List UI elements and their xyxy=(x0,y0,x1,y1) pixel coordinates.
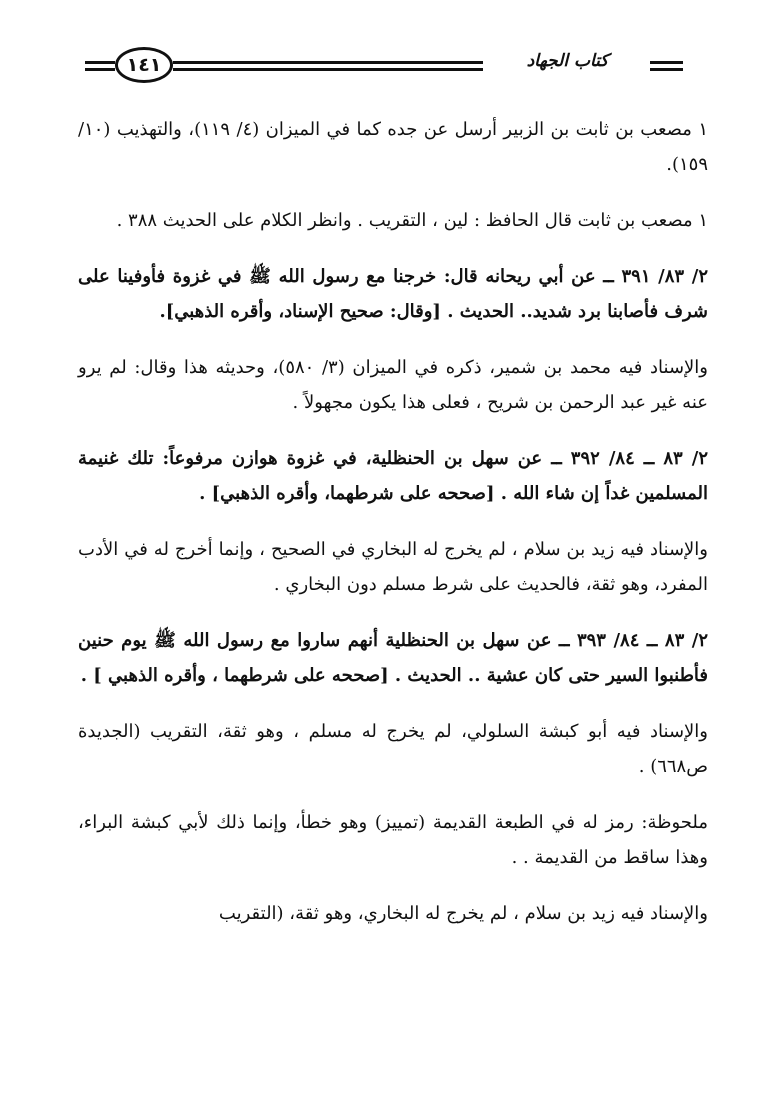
hadith-entry: ٢/ ٨٣ ــ ٨٤/ ٣٩٣ ــ عن سهل بن الحنظلية أنهم ساروا مع رسول الله ﷺ يوم حنين فأطنبوا السير حتى كان عشية .. الحديث . [صححه على شرطهما ، وأقره الذهبي ] . xyxy=(78,630,708,686)
commentary-paragraph: والإسناد فيه محمد بن شمير، ذكره في الميزان (٣/ ٥٨٠)، وحديثه هذا وقال: لم يرو عنه غير عبد الرحمن بن شريح ، فعلى هذا يكون مجهولاً . xyxy=(78,357,708,413)
footnote-paragraph: ١ مصعب بن ثابت بن الزبير أرسل عن جده كما في الميزان (٤/ ١١٩)، والتهذيب (١٠/ ١٥٩). xyxy=(78,119,708,175)
commentary-paragraph: والإسناد فيه زيد بن سلام ، لم يخرج له البخاري في الصحيح ، وإنما أخرج له في الأدب المفرد، وهو ثقة، فالحديث على شرط مسلم دون البخاري . xyxy=(78,539,708,595)
hadith-entry: ٢/ ٨٣ ــ ٨٤/ ٣٩٢ ــ عن سهل بن الحنظلية، في غزوة هوازن مرفوعاً: تلك غنيمة المسلمين غداً إن شاء الله . [صححه على شرطهما، وأقره الذهبي] . xyxy=(78,448,708,504)
footnote-paragraph: ١ مصعب بن ثابت قال الحافظ : لين ، التقريب . وانظر الكلام على الحديث ٣٨٨ . xyxy=(116,210,708,231)
hadith-entry: ٢/ ٨٣/ ٣٩١ ــ عن أبي ريحانه قال: خرجنا مع رسول الله ﷺ في غزوة فأوفينا على شرف فأصابنا برد شديد.. الحديث . [وقال: صحيح الإسناد، وأقره الذهبي]. xyxy=(78,266,709,322)
header-rule-middle xyxy=(173,61,483,71)
page-header xyxy=(85,45,685,87)
note-paragraph: ملحوظة: رمز له في الطبعة القديمة (تمييز) وهو خطأ، وإنما ذلك لأبي كبشة البراء، وهذا ساقط من القديمة . . xyxy=(78,812,708,868)
page-body xyxy=(78,112,708,952)
header-rule-left xyxy=(85,61,115,71)
book-title: كتاب الجهاد xyxy=(526,51,609,71)
commentary-paragraph: والإسناد فيه أبو كبشة السلولي، لم يخرج له مسلم ، وهو ثقة، التقريب (الجديدة ص٦٦٨) . xyxy=(78,721,708,777)
page-number: ١٤١ xyxy=(115,47,173,83)
commentary-paragraph: والإسناد فيه زيد بن سلام ، لم يخرج له البخاري، وهو ثقة، (التقريب xyxy=(218,903,708,924)
header-rule-right xyxy=(650,61,683,71)
